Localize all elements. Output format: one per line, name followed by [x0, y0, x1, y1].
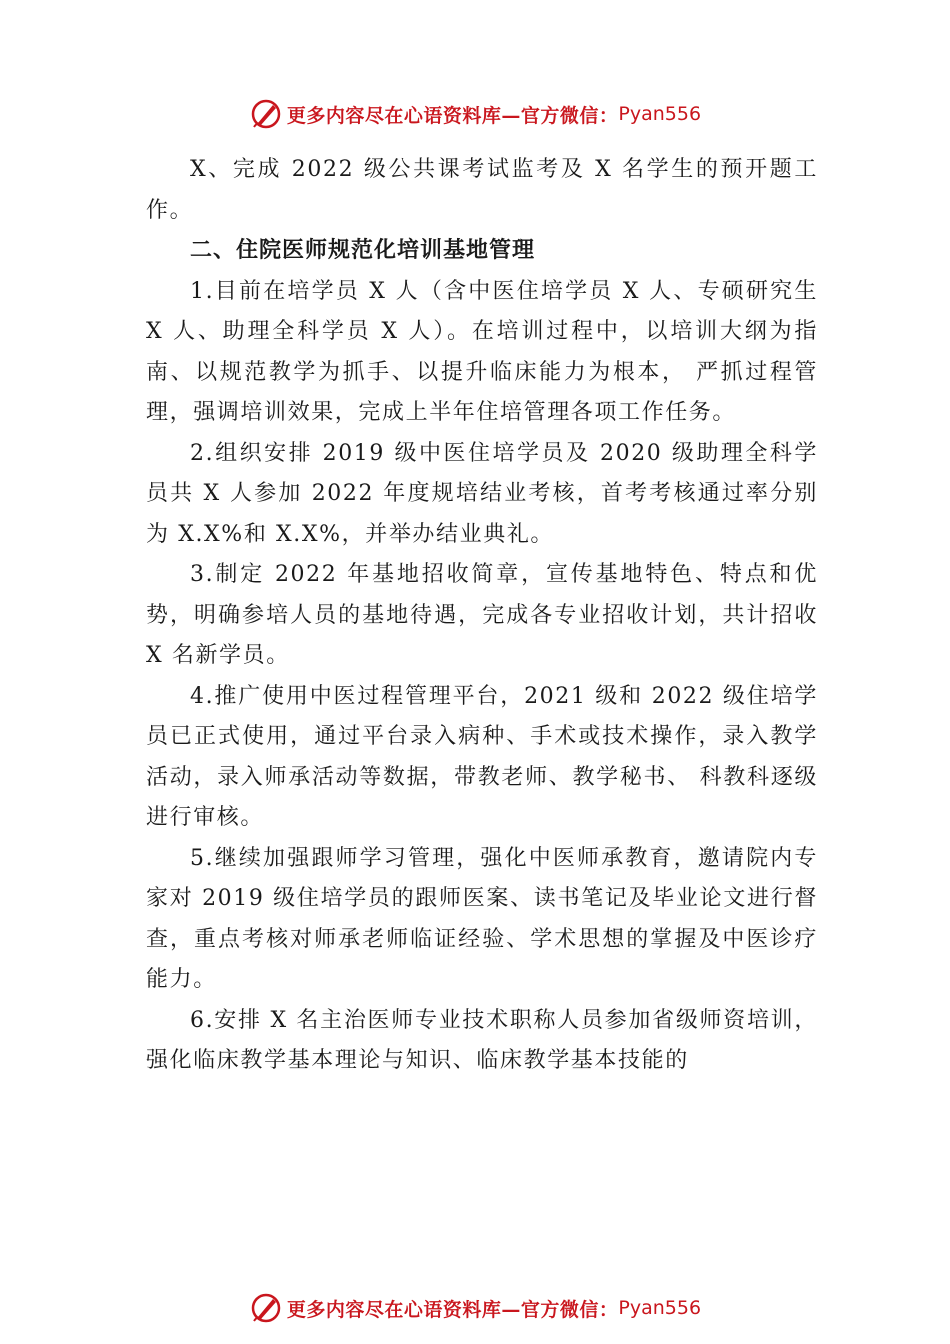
banner-contact: Pyan556 — [618, 103, 702, 125]
paragraph-item-1: 1.目前在培学员 X 人（含中医住培学员 X 人、专硕研究生 X 人、助理全科学员 X 人）。在培训过程中，以培训大纲为指南、以规范教学为抓手、以提升临床能力为根本， 严抓过程管理，强调培训效果，完成上半年住培管理各项工作任务。 — [146, 278, 818, 425]
paragraph-item-5: 5.继续加强跟师学习管理，强化中医师承教育，邀请院内专家对 2019 级住培学员的跟师医案、读书笔记及毕业论文进行督查，重点考核对师承老师临证经验、学术思想的掌握及中医诊疗能力。 — [146, 845, 818, 992]
pen-logo-icon — [249, 1291, 283, 1325]
paragraph-item-6: 6.安排 X 名主治医师专业技术职称人员参加省级师资培训，强化临床教学基本理论与知识、临床教学基本技能的 — [146, 1007, 818, 1073]
footer-banner — [0, 1288, 950, 1328]
document-body — [146, 150, 818, 1082]
banner-text: 更多内容尽在心语资料库—官方微信： — [286, 1298, 619, 1321]
section-heading: 二、住院医师规范化培训基地管理 — [190, 238, 536, 263]
paragraph-item-3: 3.制定 2022 年基地招收简章，宣传基地特色、特点和优势，明确参培人员的基地待遇，完成各专业招收计划，共计招收 X 名新学员。 — [146, 562, 818, 668]
header-banner — [0, 94, 950, 134]
paragraph-intro: X、完成 2022 级公共课考试监考及 X 名学生的预开题工作。 — [146, 157, 818, 223]
paragraph-item-4: 4.推广使用中医过程管理平台，2021 级和 2022 级住培学员已正式使用，通过平台录入病种、手术或技术操作，录入教学活动，录入师承活动等数据，带教老师、教学秘书、 科教科逐级进行审核。 — [146, 683, 818, 830]
pen-logo-icon — [249, 97, 283, 131]
banner-text: 更多内容尽在心语资料库—官方微信： — [286, 104, 619, 127]
paragraph-item-2: 2.组织安排 2019 级中医住培学员及 2020 级助理全科学员共 X 人参加 2022 年度规培结业考核，首考考核通过率分别为 X.X%和 X.X%，并举办结业典礼。 — [146, 440, 818, 547]
banner-contact: Pyan556 — [618, 1297, 702, 1319]
